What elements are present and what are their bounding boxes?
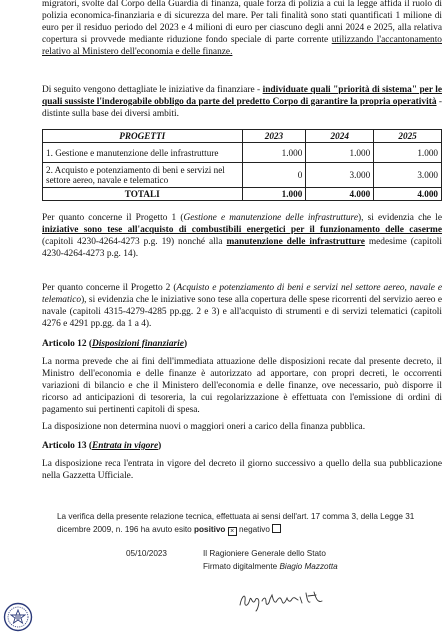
p2-text-a: Per quanto concerne il Progetto 2 (: [42, 283, 177, 293]
total-value: 4.000: [374, 188, 442, 201]
signed-digitally-line: [203, 560, 443, 573]
art13-heading-title: Entrata in vigore: [91, 441, 159, 451]
intro-text-emphasis: individuate quali "priorità di sistema" per le quali sussiste l'inderogabile obbligo da parte del predetto Corpo di garantire la propria operatività: [42, 85, 442, 107]
signer-title: Il Ragioniere Generale dello Stato: [203, 549, 326, 558]
art12-text-1: La norma prevede che ai fini dell'immediata attuazione delle disposizioni recate dal presente decreto, il Ministro dell'economia e delle finanze è autorizzato ad apportare, con propri decreti, le occorrenti variazioni di bilancio e che il Ministero dell'economia e delle finanze, ove necessario, può disporre il ricorso ad anticipazioni di tesoreria, la cui regolarizzazione è effettuata con l'emissione di ordini di pagamento sui pertinenti capitoli di spesa.: [42, 357, 442, 415]
row-value: 1.000: [306, 143, 374, 163]
intro-text-1: Di seguito vengono dettagliate le iniziative da finanziare -: [42, 85, 263, 95]
row-value: 3.000: [306, 163, 374, 188]
p1-italic: Gestione e manutenzione delle infrastrutture: [183, 213, 359, 223]
art13-text: La disposizione reca l'entrata in vigore del decreto il giorno successivo a quello della sua pubblicazione nella Gazzetta Ufficiale.: [42, 459, 442, 481]
total-value: 4.000: [306, 188, 374, 201]
header-progetti: PROGETTI: [43, 130, 243, 143]
header-2025: 2025: [374, 130, 442, 143]
table-header-row: [43, 130, 442, 143]
art13-heading-a: Articolo 13 (: [42, 441, 92, 451]
article12-paragraph-2: [42, 422, 442, 434]
top-paragraph-text: migratori, svolte dal Corpo della Guardia di finanza, quale forza di polizia a cui la legge affida il ruolo di polizia economica-finanziaria e di sicurezza del mare. Per tali finalità sono stati quantificati 1 milione di euro per il residuo periodo del 2023 e 4 milioni di euro per ciascuno degli anni 2024 e 2025, alla relativa copertura si provvede mediante riduzione fondo speciale di parte corrente: [42, 0, 442, 45]
row-label: 1. Gestione e manutenzione delle infrastrutture: [43, 143, 243, 163]
art13-heading-b: ): [158, 441, 162, 451]
article13-paragraph: [42, 459, 442, 483]
signature-date: 05/10/2023: [126, 549, 167, 558]
signer-name: Biagio Mazzotta: [279, 562, 338, 571]
p1-text-d: medesime (capitoli 4230-4264-4273 p.g. 14).: [42, 236, 442, 259]
table-total-row: [43, 188, 442, 201]
verification-note: [57, 510, 443, 536]
p1-text-c: (capitoli 4230-4264-4273 p.g. 19) nonché alla: [42, 236, 227, 247]
negativo-label: negativo: [238, 525, 270, 534]
project2-paragraph: [42, 283, 442, 331]
p1-emphasis-2: manutenzione delle infrastrutture: [226, 236, 365, 247]
article13-heading: [42, 441, 442, 453]
row-label: 2. Acquisto e potenziamento di beni e servizi nel settore aereo, navale e telematico: [43, 163, 243, 188]
row-value: 3.000: [374, 163, 442, 188]
row-value: 1.000: [242, 143, 306, 163]
row-value: 0: [242, 163, 306, 188]
intro-paragraph: [42, 85, 442, 121]
art12-text-2: La disposizione non determina nuovi o maggiori oneri a carico della finanza pubblica.: [42, 422, 366, 432]
header-2024: 2024: [306, 130, 374, 143]
positivo-checkbox-checked-icon: [228, 527, 237, 536]
intro-text-2: - distinte sulla base dei diversi ambiti.: [42, 96, 442, 119]
signature-block: [203, 547, 443, 573]
checkbox-mark: ×: [230, 528, 235, 535]
p2-italic: Acquisto e potenziamento di beni e servizi nel settore aereo, navale e telematico: [42, 283, 442, 305]
verification-text: dicembre 2009, n. 196 ha avuto esito: [57, 525, 192, 534]
ministry-seal-icon: [3, 602, 33, 632]
p1-text-a: Per quanto concerne il Progetto 1 (: [42, 213, 184, 223]
positivo-label: positivo: [194, 525, 226, 534]
total-label: TOTALI: [43, 188, 243, 201]
row-value: 1.000: [374, 143, 442, 163]
header-2023: 2023: [242, 130, 306, 143]
art12-heading-a: Articolo 12 (: [42, 339, 92, 349]
verification-line-1: La verifica della presente relazione tecnica, effettuata ai sensi dell'art. 17 comma 3, della Legge 31: [57, 512, 415, 521]
total-value: 1.000: [242, 188, 306, 201]
projects-table: [42, 129, 442, 201]
project1-paragraph: [42, 213, 442, 261]
article12-paragraph-1: [42, 357, 442, 417]
article12-heading: [42, 339, 442, 351]
negativo-checkbox-icon: [272, 524, 281, 533]
signed-digitally-text: Firmato digitalmente: [203, 562, 278, 571]
handwritten-signature-icon: [236, 587, 326, 615]
art12-heading-b: ): [183, 339, 188, 349]
top-paragraph: [42, 0, 442, 59]
p1-text-b: ), si evidenzia che le: [358, 213, 442, 223]
table-row: [43, 163, 442, 188]
table-row: [43, 143, 442, 163]
p1-emphasis-1: iniziative sono tese all'acquisto di combustibili energetici per il funzionamento delle caserme: [42, 224, 442, 235]
art12-heading-title: Disposizioni finanziarie: [91, 339, 184, 349]
verification-line-2: [57, 523, 443, 536]
top-paragraph-underlined: utilizzando l'accantonamento relativo al Ministero dell'economia e delle finanze.: [42, 34, 442, 57]
p2-text-b: ), si evidenzia che le iniziative sono tese alla copertura delle spese ricorrenti del servizio aereo e navale (capitoli 4315-4279-4285 pp.gg. 2 e 3) e all'acquisto di strumenti e di servizi telematici (capitoli 4276 e 4291 pp.gg. da 1 a 4).: [42, 294, 442, 329]
